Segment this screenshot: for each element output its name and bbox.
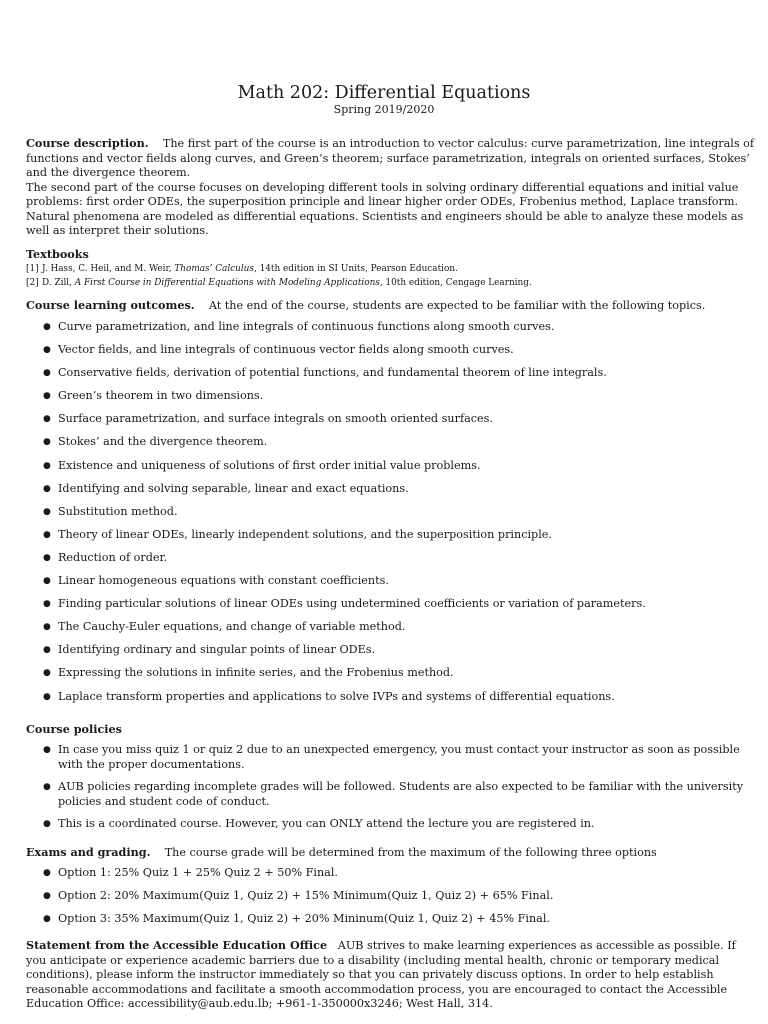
- bullet-icon: ●: [43, 391, 51, 402]
- list-item: ● Expressing the solutions in infinite series, and the Frobenius method.: [43, 666, 454, 680]
- bullet-icon: ●: [43, 506, 51, 517]
- list-item: ● Linear homogeneous equations with constant coefficients.: [43, 574, 389, 588]
- list-item: ● The Cauchy-Euler equations, and change of variable method.: [43, 620, 406, 634]
- bullet-icon: ●: [43, 914, 51, 924]
- bullet-icon: ●: [43, 345, 51, 356]
- description-line: The first part of the course is an introduction to vector calculus: curve parametrization, line integrals of: [162, 137, 755, 150]
- list-item: ● Laplace transform properties and applications to solve IVPs and systems of differential equations.: [43, 689, 615, 703]
- list-item: ● Existence and uniqueness of solutions of first order initial value problems.: [43, 458, 481, 472]
- list-item: ● Green’s theorem in two dimensions.: [43, 389, 264, 403]
- list-item: ● Vector fields, and line integrals of continuous vector fields along smooth curves.: [43, 343, 514, 357]
- course-description: [26, 136, 755, 239]
- bullet-icon: ●: [43, 552, 51, 563]
- accessibility-label: Statement from the Accessible Education Office: [26, 938, 328, 952]
- textbooks-heading: Textbooks: [26, 247, 89, 261]
- bullet-icon: ●: [43, 437, 51, 448]
- list-item: ● Reduction of order.: [43, 550, 168, 564]
- bullet-icon: ●: [43, 529, 51, 540]
- description-line: The second part of the course focuses on developing different tools in solving ordinary differential equations and initial value: [26, 180, 739, 194]
- bullet-icon: ●: [43, 819, 51, 829]
- list-item: ● This is a coordinated course. However, you can ONLY attend the lecture you are registered in.: [43, 817, 595, 830]
- bullet-icon: ●: [43, 599, 51, 610]
- bullet-icon: ●: [43, 691, 51, 702]
- description-line: functions and vector fields along curves, and Green’s theorem; surface parametrization, integrals on oriented surfaces, Stokes’: [26, 151, 750, 165]
- page-title: Math 202: Differential Equations: [237, 83, 531, 103]
- grading-intro: Exams and grading. The course grade will be determined from the maximum of the following three options: [26, 845, 657, 859]
- description-line: problems: first order ODEs, the superposition principle and linear higher order ODEs, Frobenius method, Laplace transform.: [26, 195, 739, 208]
- list-item: ● Substitution method.: [43, 504, 178, 518]
- bullet-icon: ●: [43, 868, 51, 878]
- bullet-icon: ●: [43, 745, 51, 755]
- bullet-icon: ●: [43, 891, 51, 901]
- policies-list: [43, 743, 743, 832]
- learning-outcomes-label: Course learning outcomes.: [26, 298, 195, 312]
- list-item: ● Curve parametrization, and line integrals of continuous functions along smooth curves.: [43, 320, 555, 333]
- bullet-icon: ●: [43, 460, 51, 471]
- list-item: ● Finding particular solutions of linear ODEs using undetermined coefficients or variation of parameters.: [43, 597, 646, 611]
- bullet-icon: ●: [43, 576, 51, 587]
- bullet-icon: ●: [43, 368, 51, 379]
- list-item: ● Identifying and solving separable, linear and exact equations.: [43, 481, 409, 495]
- list-item: ● In case you miss quiz 1 or quiz 2 due to an unexpected emergency, you must contact your instructor as soon as possible with the proper documentations.: [43, 743, 740, 771]
- policies-heading: Course policies: [26, 722, 122, 736]
- list-item: ● Option 1: 25% Quiz 1 + 25% Quiz 2 + 50% Final.: [43, 866, 338, 879]
- bullet-icon: ●: [43, 782, 51, 792]
- accessibility-statement: Statement from the Accessible Education Office AUB strives to make learning experiences as accessible as possible. If you anticipate or experience academic barriers due to a disability (including mental health, chronic or temporary medical conditions), please inform the instructor immediately so that you can privately discuss options. In order to help establish reasonable accommodations and facilitate a smooth accommodation process, you are encouraged to contact the Accessible Education Office: accessibility@aub.edu.lb; +961-1-350000x3246; West Hall, 314.: [26, 938, 736, 1010]
- description-line: and the divergence theorem.: [26, 166, 191, 179]
- list-item: ● Identifying ordinary and singular points of linear ODEs.: [43, 643, 376, 657]
- textbook-ref: [1] J. Hass, C. Heil, and M. Weir, Thomas’ Calculus, 14th edition in SI Units, Pearson Education.: [26, 264, 458, 274]
- description-line: Natural phenomena are modeled as differential equations. Scientists and engineers should be able to analyze these models as: [26, 209, 744, 223]
- term-subtitle: Spring 2019/2020: [333, 103, 435, 116]
- learning-outcomes-list: [43, 320, 646, 713]
- bullet-icon: ●: [43, 414, 51, 425]
- learning-outcomes-intro: Course learning outcomes. At the end of the course, students are expected to be familiar with the following topics.: [26, 298, 706, 312]
- list-item: ● Option 2: 20% Maximum(Quiz 1, Quiz 2) + 15% Minimum(Quiz 1, Quiz 2) + 65% Final.: [43, 889, 554, 902]
- textbook-ref: [2] D. Zill, A First Course in Differential Equations with Modeling Applications, 10th edition, Cengage Learning.: [26, 278, 532, 288]
- course-description-label: Course description.: [26, 136, 149, 150]
- bullet-icon: ●: [43, 668, 51, 679]
- grading-options-list: [43, 866, 553, 927]
- list-item: ● Conservative fields, derivation of potential functions, and fundamental theorem of line integrals.: [43, 366, 607, 380]
- bullet-icon: ●: [43, 622, 51, 633]
- grading-label: Exams and grading.: [26, 845, 151, 859]
- bullet-icon: ●: [43, 645, 51, 656]
- bullet-icon: ●: [43, 483, 51, 494]
- list-item: ● Surface parametrization, and surface integrals on smooth oriented surfaces.: [43, 412, 493, 426]
- bullet-icon: ●: [43, 322, 51, 332]
- list-item: ● Option 3: 35% Maximum(Quiz 1, Quiz 2) + 20% Mininum(Quiz 1, Quiz 2) + 45% Final.: [43, 912, 550, 925]
- list-item: ● Stokes’ and the divergence theorem.: [43, 435, 268, 449]
- description-line: well as interpret their solutions.: [26, 224, 209, 237]
- list-item: ● Theory of linear ODEs, linearly independent solutions, and the superposition principle.: [43, 527, 552, 541]
- list-item: ● AUB policies regarding incomplete grades will be followed. Students are also expected to be familiar with the university policies and student code of conduct.: [43, 780, 744, 808]
